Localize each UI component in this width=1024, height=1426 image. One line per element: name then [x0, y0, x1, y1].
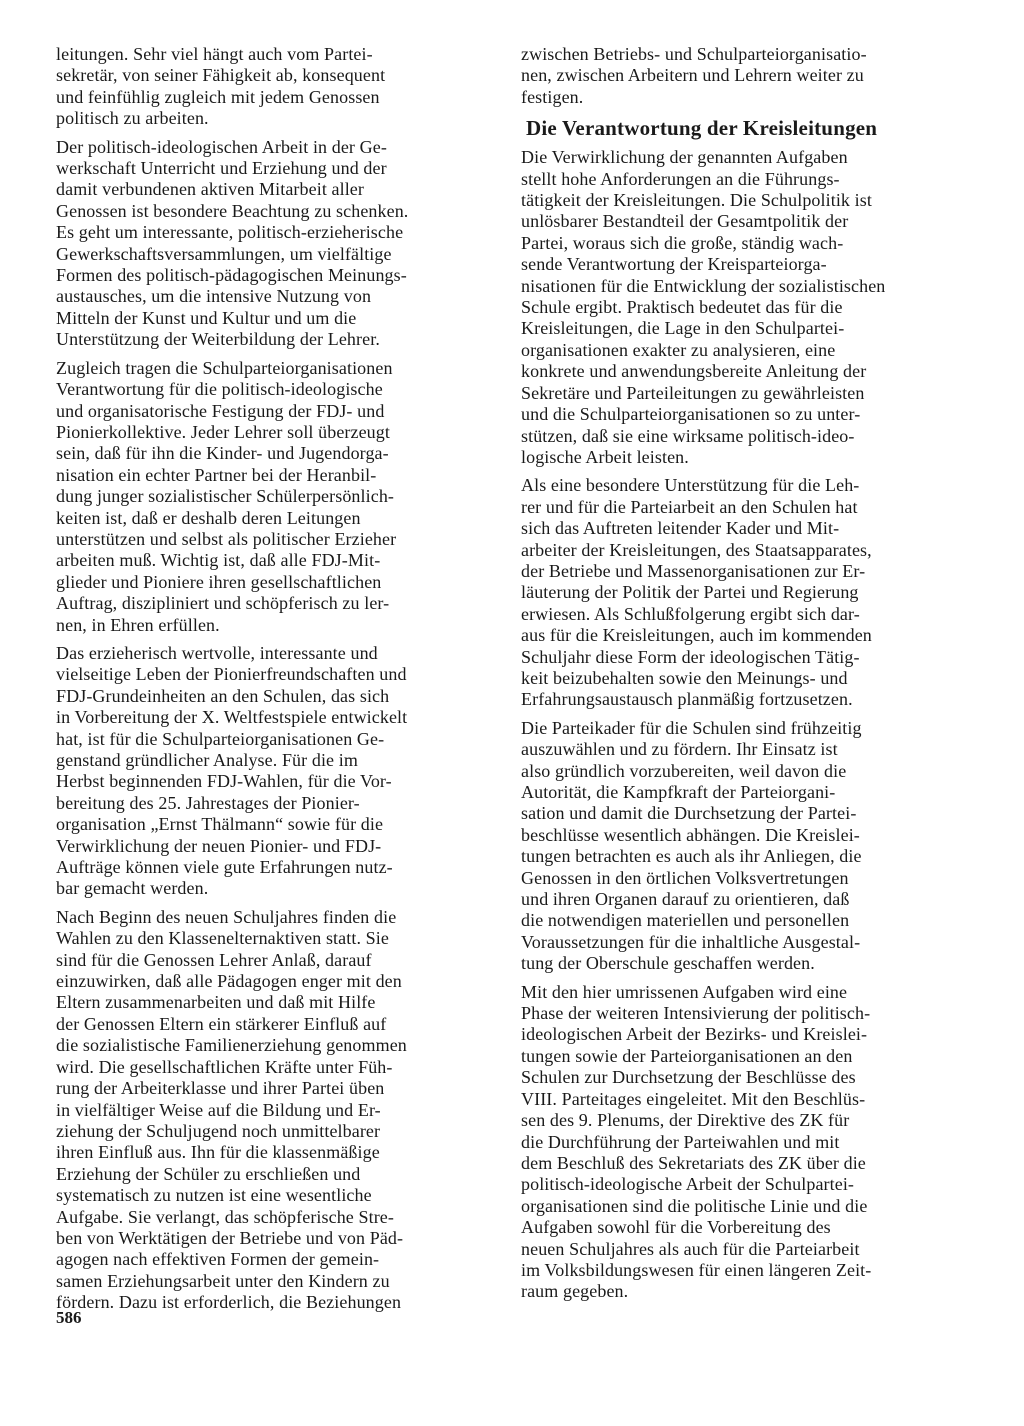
- paragraph: Als eine besondere Unterstützung für die Leh- rer und für die Parteiarbeit an den Schulen hat sich das Auftreten leitender Kader und Mit- arbeiter der Kreisleitungen, des Staatsapparates, der Betriebe und Massenorganisationen zur Er- läuterung der Politik der Partei und Regierung erwiesen. Als Schlußfolgerung ergibt sich dar- aus für die Kreisleitungen, auch im kommenden Schuljahr diese Form der ideologischen Tätig- keit beizubehalten sowie den Meinungs- und Erfahrungsaustausch planmäßig fortzusetzen.: [521, 475, 872, 710]
- paragraph: Die Parteikader für die Schulen sind frühzeitig auszuwählen und zu fördern. Ihr Einsatz ist also gründlich vorzubereiten, weil davon die Autorität, die Kampfkraft der Parteiorgani- sation und damit die Durchsetzung der Partei- beschlüsse wesentlich abhängen. Die Kreislei- tungen betrachten es auch als ihr Anliegen, die Genossen in den örtlichen Volksvertretungen und ihren Organen darauf zu orientieren, daß die notwendigen materiellen und personellen Voraussetzungen für die inhaltliche Ausgestal- tung der Oberschule geschaffen werden.: [521, 717, 862, 974]
- paragraph: Der politisch-ideologischen Arbeit in der Ge- werkschaft Unterricht und Erziehung und der damit verbundenen aktiven Mitarbeit aller Genossen ist besondere Beachtung zu schenken. Es geht um interessante, politisch-erzieherische Gewerkschaftsversammlungen, um vielfältige Formen des politisch-pädagogischen Meinungs- austausches, um die intensive Nutzung von Mitteln der Kunst und Kultur und um die Unterstützung der Weiterbildung der Lehrer.: [56, 136, 409, 350]
- section-heading: Die Verantwortung der Kreisleitungen: [526, 116, 878, 141]
- paragraph: Zugleich tragen die Schulparteiorganisationen Verantwortung für die politisch-ideologische und organisatorische Festigung der FDJ- und Pionierkollektive. Jeder Lehrer soll überzeugt sein, daß für ihn die Kinder- und Jugendorga- nisation ein echter Partner bei der Heranbil- dung junger sozialistischer Schülerpersönlich- keiten ist, daß er deshalb deren Leitungen unterstützen und selbst als politischer Erzieher arbeiten muß. Wichtig ist, daß alle FDJ-Mit- glieder und Pioniere ihren gesellschaftlichen Auftrag, diszipliniert und schöpferisch zu ler- nen, in Ehren erfüllen.: [56, 357, 397, 635]
- paragraph: Nach Beginn des neuen Schuljahres finden die Wahlen zu den Klassenelternaktiven statt. Sie sind für die Genossen Lehrer Anlaß, darauf einzuwirken, daß alle Pädagogen enger mit den Eltern zusammenarbeiten und daß mit Hilfe der Genossen Eltern ein stärkerer Einfluß auf die sozialistische Familienerziehung genommen wird. Die gesellschaftlichen Kräfte unter Füh- rung der Arbeiterklasse und ihrer Partei üben in vielfältiger Weise auf die Bildung und Er- ziehung der Schuljugend noch unmittelbarer ihren Einfluß aus. Ihn für die klassenmäßige Erziehung der Schüler zu erschließen und systematisch zu nutzen ist eine wesentliche Aufgabe. Sie verlangt, das schöpferische Stre- ben von Werktätigen der Betriebe und von Päd- agogen nach effektiven Formen der gemein- samen Erziehungsarbeit unter den Kindern zu fördern. Dazu ist erforderlich, die Beziehungen: [56, 906, 407, 1313]
- paragraph: zwischen Betriebs- und Schulparteiorganisatio- nen, zwischen Arbeitern und Lehrern weiter zu festigen.: [521, 44, 867, 107]
- paragraph: Mit den hier umrissenen Aufgaben wird eine Phase der weiteren Intensivierung der politisch- ideologischen Arbeit der Bezirks- und Kreislei- tungen sowie der Parteiorganisationen an den Schulen zur Durchsetzung der Beschlüsse des VIII. Parteitages eingeleitet. Mit den Beschlüs- sen des 9. Plenums, der Direktive des ZK für die Durchführung der Parteiwahlen und mit dem Beschluß des Sekretariats des ZK über die politisch-ideologische Arbeit der Schulpartei- organisationen sind die politische Linie und die Aufgaben sowohl für die Vorbereitung des neuen Schuljahres als auch für die Parteiarbeit im Volksbildungswesen für einen längeren Zeit- raum gegeben.: [521, 981, 872, 1302]
- right-column: [519, 44, 966, 1310]
- paragraph: leitungen. Sehr viel hängt auch vom Partei- sekretär, von seiner Fähigkeit ab, konsequent und feinfühlig zugleich mit jedem Genossen politisch zu arbeiten.: [56, 44, 386, 129]
- paragraph: Das erzieherisch wertvolle, interessante und vielseitige Leben der Pionierfreundschaften und FDJ-Grundeinheiten an den Schulen, das sich in Vorbereitung der X. Weltfestspiele entwickelt hat, ist für die Schulparteiorganisationen Ge- genstand gründlicher Analyse. Für die im Herbst beginnenden FDJ-Wahlen, für die Vor- bereitung des 25. Jahrestages der Pionier- organisation „Ernst Thälmann“ sowie für die Verwirklichung der neuen Pionier- und FDJ- Aufträge können viele gute Erfahrungen nutz- bar gemacht werden.: [56, 642, 408, 899]
- page-number: 586: [56, 1308, 82, 1327]
- left-column: [56, 44, 496, 1321]
- paragraph: Die Verwirklichung der genannten Aufgaben stellt hohe Anforderungen an die Führungs- tätigkeit der Kreisleitungen. Die Schulpolitik ist unlösbarer Bestandteil der Gesamtpolitik der Partei, woraus sich die große, ständig wach- sende Verantwortung der Kreisparteiorga- nisationen für die Entwicklung der sozialistischen Schule ergibt. Praktisch bedeutet das für die Kreisleitungen, die Lage in den Schulpartei- organisationen exakter zu analysieren, eine konkrete und anwendungsbereite Anleitung der Sekretäre und Parteileitungen zu gewährleisten und die Schulparteiorganisationen so zu unter- stützen, daß sie eine wirksame politisch-ideo- logische Arbeit leisten.: [521, 147, 886, 467]
